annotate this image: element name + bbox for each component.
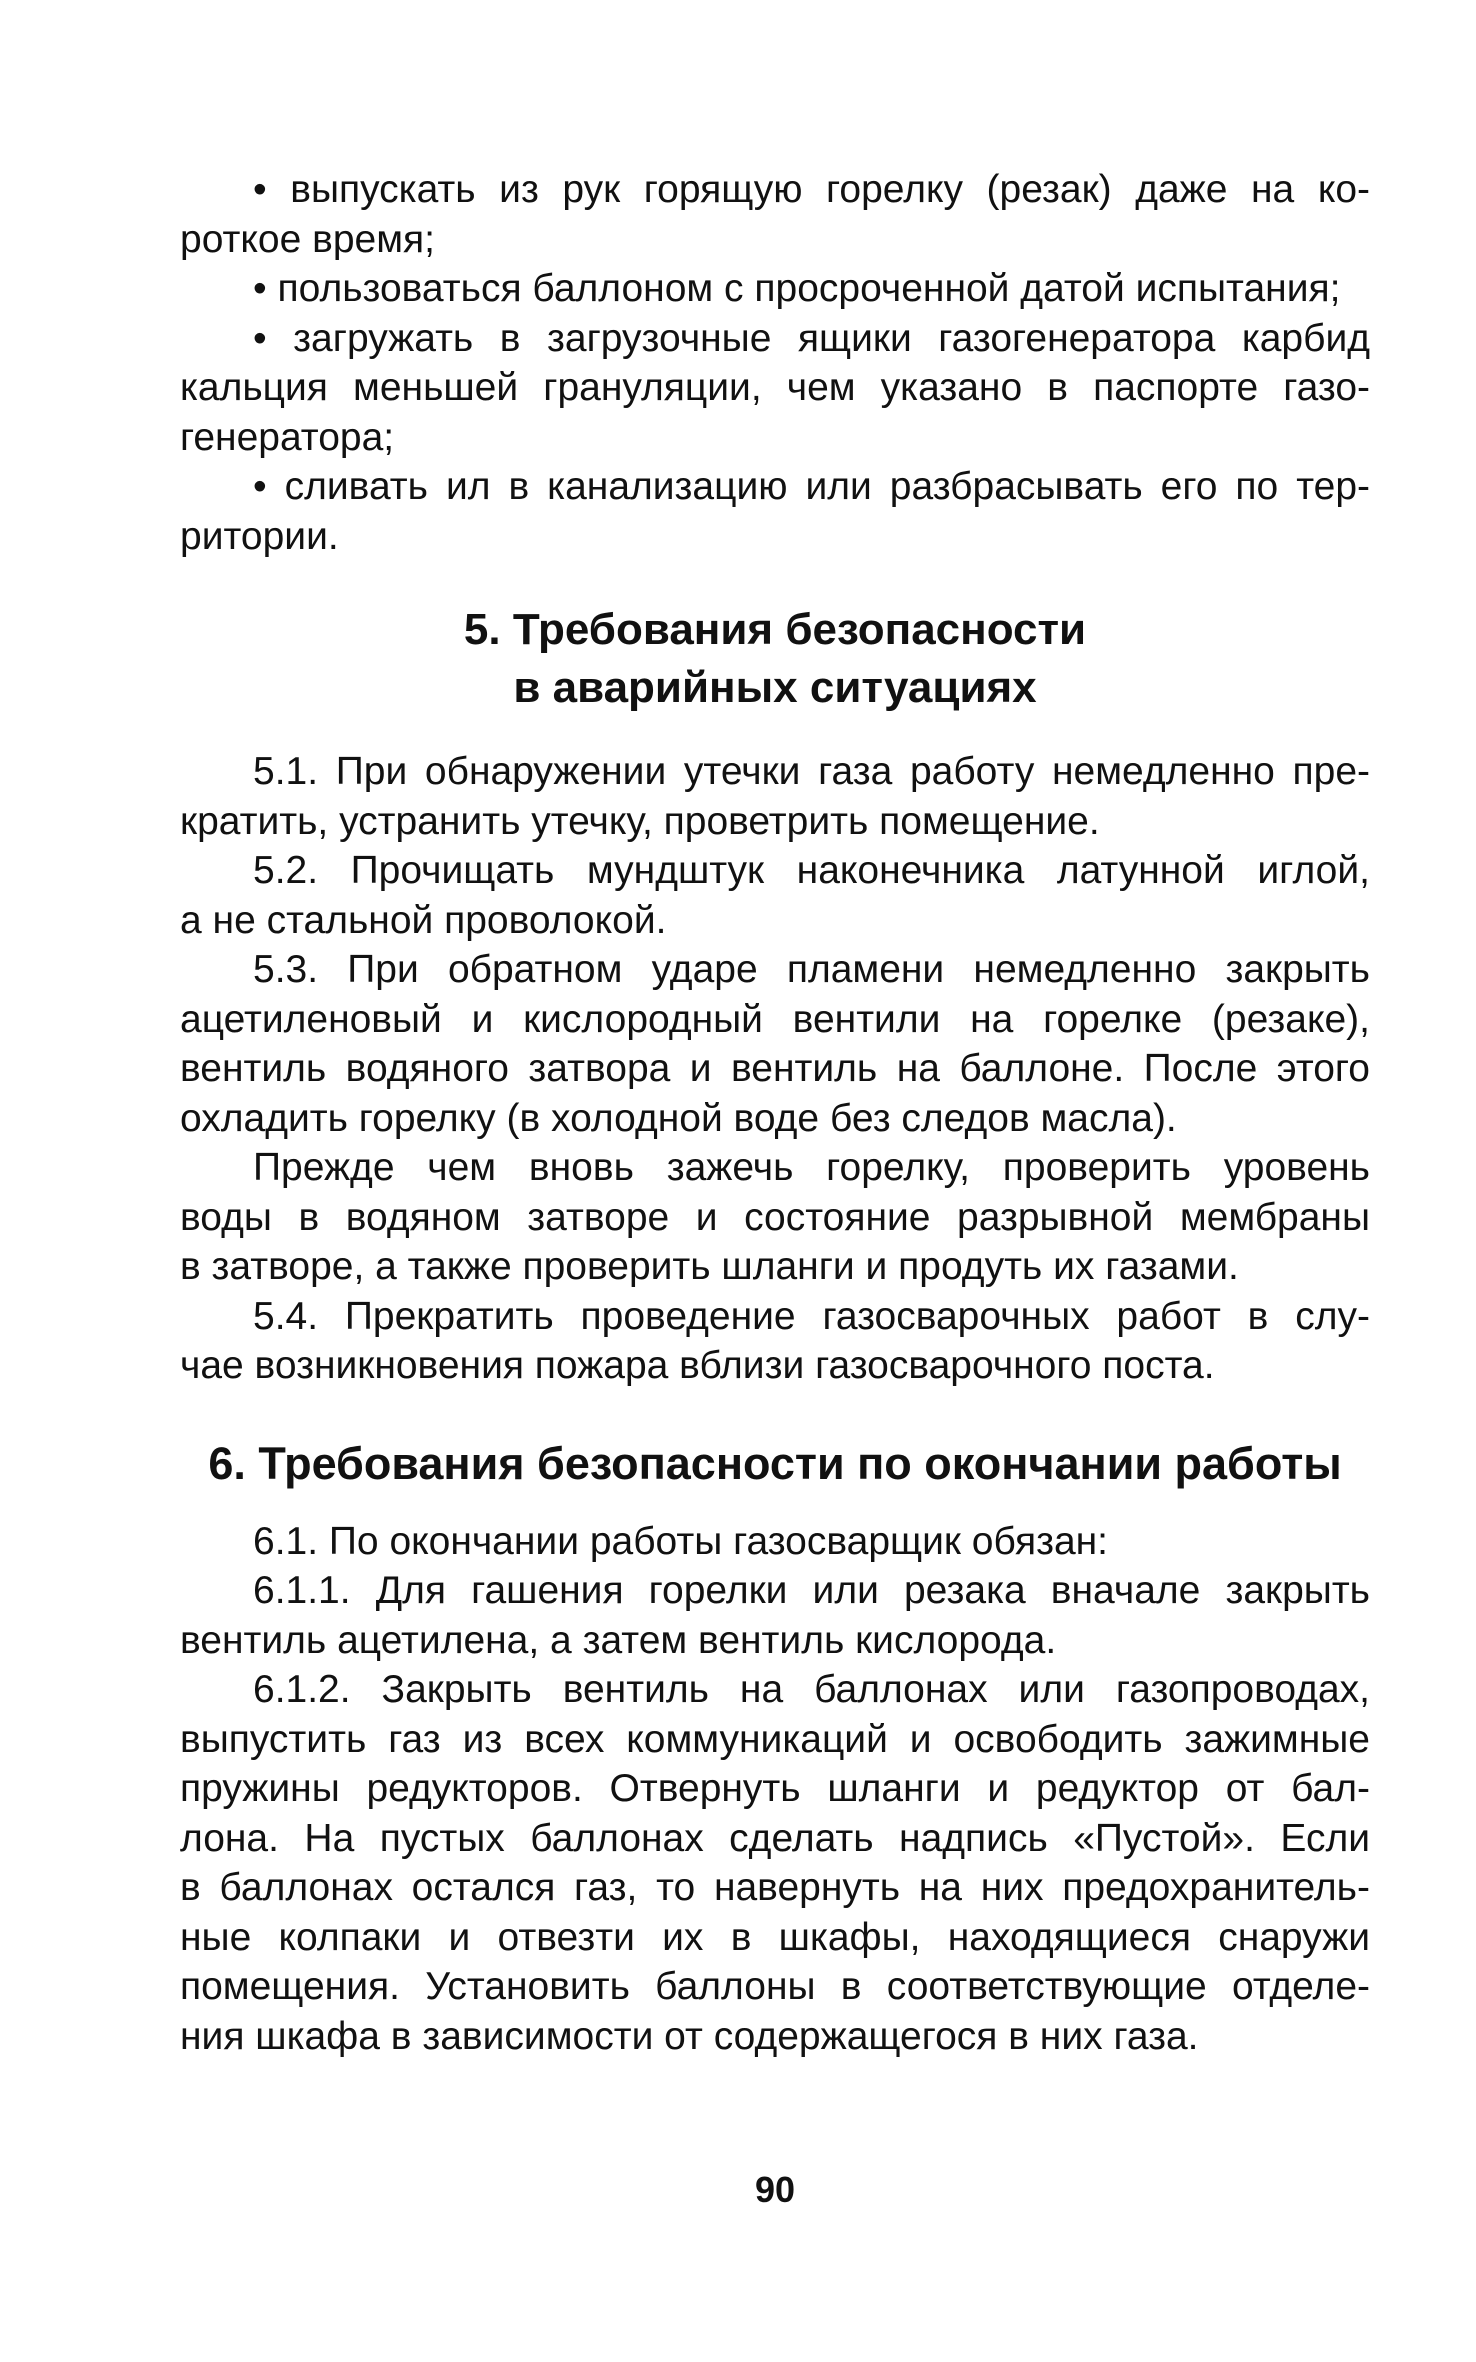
text-line: роткое время; <box>180 217 435 261</box>
text-line: ния шкафа в зависимости от содержащегося в них газа. <box>180 2014 1199 2058</box>
section-6-body <box>180 1517 1370 2062</box>
text-line: 5.4. Прекратить проведение газосварочных работ в слу- <box>253 1294 1370 1338</box>
text-line: чае возникновения пожара вблизи газосварочного поста. <box>180 1344 1215 1387</box>
text-line: 5.2. Прочищать мундштук наконечника латунной иглой, <box>253 849 1370 892</box>
heading-line: 6. Требования безопасности по окончании работы <box>208 1437 1342 1489</box>
text-line: лона. На пустых баллонах сделать надпись «Пустой». Если <box>180 1816 1370 1860</box>
paragraph-5-3 <box>180 945 1370 1143</box>
page-body <box>180 165 1370 2210</box>
text-line: в баллонах остался газ, то навернуть на них предохранитель- <box>180 1866 1370 1909</box>
paragraph-5-2 <box>180 846 1370 945</box>
bullet-item <box>180 314 1370 463</box>
paragraph-5-1 <box>180 747 1370 846</box>
text-line: вентиль ацетилена, а затем вентиль кислорода. <box>180 1618 1057 1662</box>
text-line: кратить, устранить утечку, проветрить помещение. <box>180 799 1100 843</box>
text-line: ацетиленовый и кислородный вентили на горелке (резаке), <box>180 997 1370 1041</box>
bullet-item <box>180 165 1370 264</box>
text-line: вентиль водяного затвора и вентиль на баллоне. После этого <box>180 1047 1370 1090</box>
text-line: 5.1. При обнаружении утечки газа работу немедленно пре- <box>253 750 1370 793</box>
text-line: выпустить газ из всех коммуникаций и освободить зажимные <box>180 1717 1370 1761</box>
text-line: • загружать в загрузочные ящики газогенератора карбид <box>253 316 1370 360</box>
section-6-heading <box>180 1435 1370 1493</box>
text-line: охладить горелку (в холодной воде без следов масла). <box>180 1096 1177 1140</box>
text-line: 5.3. При обратном ударе пламени немедленно закрыть <box>253 948 1370 991</box>
section-5-heading <box>180 601 1370 717</box>
paragraph-6-1-1 <box>180 1566 1370 1665</box>
bullet-item <box>180 264 1370 314</box>
text-line: в затворе, а также проверить шланги и продуть их газами. <box>180 1245 1239 1288</box>
text-line: 6.1.1. Для гашения горелки или резака вначале закрыть <box>253 1569 1370 1612</box>
heading-line: 5. Требования безопасности <box>463 605 1087 654</box>
text-line: воды в водяном затворе и состояние разрывной мембраны <box>180 1195 1370 1239</box>
bullet-item <box>180 462 1370 561</box>
text-line: кальция меньшей грануляции, чем указано в паспорте газо- <box>180 366 1370 409</box>
page-number: 90 <box>754 2169 796 2210</box>
text-line: • пользоваться баллоном с просроченной датой испытания; <box>253 267 1341 310</box>
paragraph-5-3-cont <box>180 1143 1370 1292</box>
text-line: • сливать ил в канализацию или разбрасывать его по тер- <box>253 465 1370 508</box>
text-line: ные колпаки и отвезти их в шкафы, находящиеся снаружи <box>180 1915 1370 1959</box>
text-line: Прежде чем вновь зажечь горелку, проверить уровень <box>253 1146 1370 1189</box>
text-line: генератора; <box>180 415 395 459</box>
text-line: пружины редукторов. Отвернуть шланги и редуктор от бал- <box>180 1767 1370 1810</box>
heading-line: в аварийных ситуациях <box>513 663 1037 712</box>
text-line: 6.1.2. Закрыть вентиль на баллонах или газопроводах, <box>253 1668 1370 1711</box>
prohibitions-list <box>180 165 1370 561</box>
section-5-body <box>180 747 1370 1391</box>
text-line: ритории. <box>180 514 339 558</box>
text-line: помещения. Установить баллоны в соответствующие отделе- <box>180 1965 1370 2008</box>
paragraph-6-1 <box>180 1517 1370 1567</box>
paragraph-6-1-2 <box>180 1665 1370 2061</box>
text-line: а не стальной проволокой. <box>180 898 667 942</box>
text-line: • выпускать из рук горящую горелку (резак) даже на ко- <box>253 168 1370 211</box>
text-line: 6.1. По окончании работы газосварщик обязан: <box>253 1519 1109 1563</box>
paragraph-5-4 <box>180 1292 1370 1391</box>
